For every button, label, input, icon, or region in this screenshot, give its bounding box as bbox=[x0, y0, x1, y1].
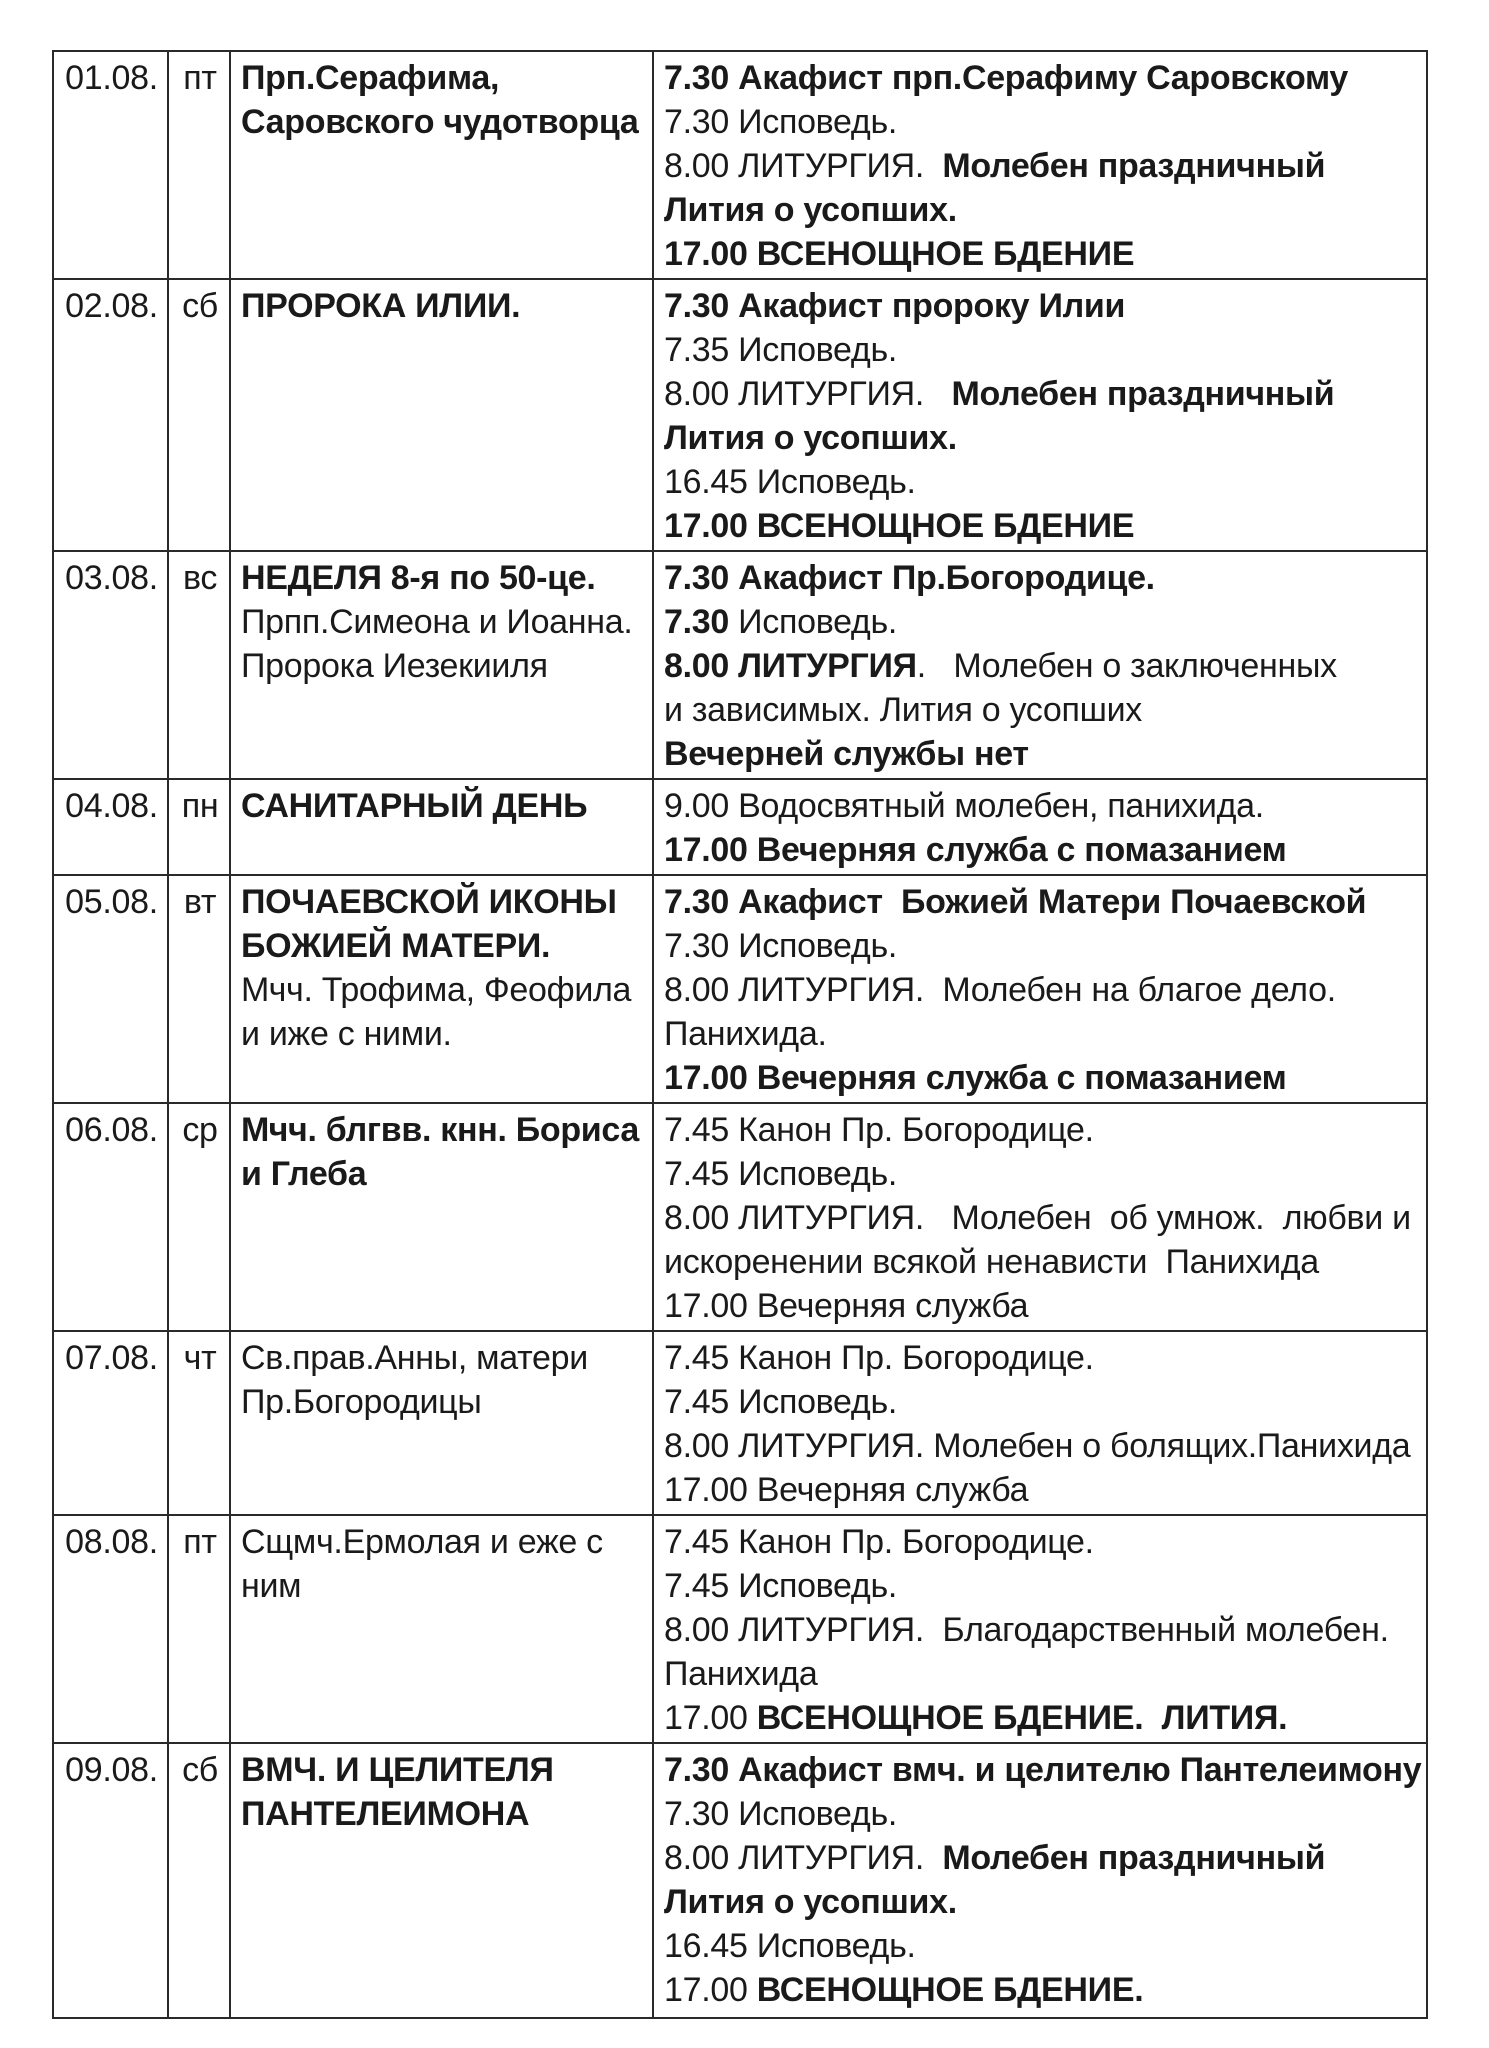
service-line bbox=[664, 56, 1418, 100]
weekday-cell: сб bbox=[168, 279, 230, 551]
service-text: и зависимых. Лития о усопших bbox=[664, 691, 1142, 729]
service-line bbox=[664, 1792, 1418, 1836]
service-line bbox=[664, 1924, 1418, 1968]
feast-cell bbox=[230, 51, 653, 279]
service-line bbox=[664, 880, 1418, 924]
service-line bbox=[664, 556, 1418, 600]
service-line bbox=[664, 1836, 1418, 1880]
service-line bbox=[664, 1520, 1418, 1564]
weekday-cell: пт bbox=[168, 1515, 230, 1743]
feast-line: Мчч. Трофима, Феофила bbox=[241, 971, 632, 1009]
date-cell: 05.08. bbox=[53, 875, 168, 1103]
schedule-row bbox=[53, 875, 1427, 1103]
services-cell bbox=[653, 1743, 1427, 2018]
services-cell bbox=[653, 1103, 1427, 1331]
service-text: искоренении всякой ненависти Панихида bbox=[664, 1243, 1319, 1281]
weekday-cell: пт bbox=[168, 51, 230, 279]
service-line bbox=[664, 1012, 1418, 1056]
service-line bbox=[664, 328, 1418, 372]
service-text: 7.45 Канон Пр. Богородице. bbox=[664, 1339, 1094, 1377]
service-line bbox=[664, 968, 1418, 1012]
feast-line: Св.прав.Анны, матери bbox=[241, 1339, 588, 1377]
feast-cell bbox=[230, 875, 653, 1103]
feast-cell bbox=[230, 1103, 653, 1331]
schedule-table bbox=[52, 50, 1428, 2019]
service-text: 7.30 bbox=[664, 603, 729, 641]
service-line bbox=[664, 1424, 1418, 1468]
service-text: Панихида. bbox=[664, 1015, 827, 1053]
feast-line: Саровского чудотворца bbox=[241, 103, 639, 141]
schedule-row bbox=[53, 279, 1427, 551]
service-text: Лития о усопших. bbox=[664, 419, 957, 457]
service-line bbox=[664, 1748, 1422, 1792]
service-text: Молебен праздничный bbox=[942, 147, 1326, 185]
service-line bbox=[664, 1196, 1418, 1240]
service-line bbox=[664, 1108, 1418, 1152]
weekday-cell: ср bbox=[168, 1103, 230, 1331]
weekday-cell: чт bbox=[168, 1331, 230, 1515]
service-line bbox=[664, 284, 1418, 328]
feast-line: БОЖИЕЙ МАТЕРИ. bbox=[241, 927, 551, 965]
feast-line: НЕДЕЛЯ 8-я по 50-це. bbox=[241, 559, 596, 597]
services-cell bbox=[653, 279, 1427, 551]
service-line bbox=[664, 688, 1418, 732]
schedule-row bbox=[53, 779, 1427, 875]
weekday-cell: вт bbox=[168, 875, 230, 1103]
service-text: 16.45 Исповедь. bbox=[664, 463, 916, 501]
services-cell bbox=[653, 875, 1427, 1103]
services-cell bbox=[653, 1515, 1427, 1743]
schedule-row bbox=[53, 1515, 1427, 1743]
service-line bbox=[664, 372, 1418, 416]
service-text: 9.00 Водосвятный молебен, панихида. bbox=[664, 787, 1264, 825]
feast-cell bbox=[230, 1331, 653, 1515]
feast-cell bbox=[230, 1515, 653, 1743]
service-text: 17.00 Вечерняя служба bbox=[664, 1471, 1029, 1509]
service-line bbox=[664, 784, 1418, 828]
service-line bbox=[664, 732, 1418, 776]
service-line bbox=[664, 100, 1418, 144]
feast-cell bbox=[230, 551, 653, 779]
feast-cell bbox=[230, 1743, 653, 2018]
feast-line: Сщмч.Ермолая и еже с bbox=[241, 1523, 603, 1561]
date-cell: 09.08. bbox=[53, 1743, 168, 2018]
service-text: 7.45 Канон Пр. Богородице. bbox=[664, 1523, 1094, 1561]
schedule-row bbox=[53, 1743, 1427, 2018]
feast-line: САНИТАРНЫЙ ДЕНЬ bbox=[241, 787, 588, 825]
service-text: ВСЕНОЩНОЕ БДЕНИЕ. bbox=[756, 1971, 1144, 2009]
service-text: 7.45 Исповедь. bbox=[664, 1155, 898, 1193]
schedule-sheet bbox=[52, 50, 1426, 2019]
weekday-cell: пн bbox=[168, 779, 230, 875]
service-text: 17.00 ВСЕНОЩНОЕ БДЕНИЕ bbox=[664, 235, 1135, 273]
service-text: 8.00 ЛИТУРГИЯ. Молебен на благое дело. bbox=[664, 971, 1336, 1009]
date-cell: 01.08. bbox=[53, 51, 168, 279]
service-line bbox=[664, 600, 1418, 644]
service-line bbox=[664, 1696, 1418, 1740]
service-text: 17.00 bbox=[664, 1699, 757, 1737]
feast-line: Прп.Серафима, bbox=[241, 59, 500, 97]
service-text: ВСЕНОЩНОЕ БДЕНИЕ. ЛИТИЯ. bbox=[756, 1699, 1288, 1737]
feast-line: и иже с ними. bbox=[241, 1015, 452, 1053]
service-line bbox=[664, 1056, 1418, 1100]
service-text: 17.00 ВСЕНОЩНОЕ БДЕНИЕ bbox=[664, 507, 1135, 545]
feast-cell bbox=[230, 779, 653, 875]
services-cell bbox=[653, 551, 1427, 779]
service-text: Панихида bbox=[664, 1655, 818, 1693]
service-text: 17.00 Вечерняя служба с помазанием bbox=[664, 831, 1287, 869]
weekday-cell: вс bbox=[168, 551, 230, 779]
service-text: . Молебен о заключенных bbox=[916, 647, 1337, 685]
service-line bbox=[664, 1652, 1418, 1696]
service-text: Молебен праздничный bbox=[942, 1839, 1326, 1877]
date-cell: 07.08. bbox=[53, 1331, 168, 1515]
service-line bbox=[664, 188, 1418, 232]
service-text: 17.00 Вечерняя служба bbox=[664, 1287, 1029, 1325]
feast-line: Прпп.Симеона и Иоанна. bbox=[241, 603, 633, 641]
service-line bbox=[664, 1336, 1418, 1380]
service-line bbox=[664, 1564, 1418, 1608]
service-text: Лития о усопших. bbox=[664, 191, 957, 229]
service-line bbox=[664, 1468, 1418, 1512]
feast-line: ним bbox=[241, 1567, 302, 1605]
schedule-row bbox=[53, 551, 1427, 779]
services-cell bbox=[653, 51, 1427, 279]
service-line bbox=[664, 232, 1418, 276]
schedule-row bbox=[53, 1103, 1427, 1331]
feast-line: и Глеба bbox=[241, 1155, 367, 1193]
date-cell: 03.08. bbox=[53, 551, 168, 779]
date-cell: 08.08. bbox=[53, 1515, 168, 1743]
service-line bbox=[664, 1880, 1418, 1924]
schedule-body bbox=[53, 51, 1427, 2018]
service-text: 8.00 ЛИТУРГИЯ. bbox=[664, 375, 952, 413]
service-text: 16.45 Исповедь. bbox=[664, 1927, 916, 1965]
service-text: Лития о усопших. bbox=[664, 1883, 957, 1921]
service-line bbox=[664, 1608, 1418, 1652]
feast-line: ПАНТЕЛЕИМОНА bbox=[241, 1795, 530, 1833]
service-line bbox=[664, 644, 1418, 688]
service-line bbox=[664, 416, 1418, 460]
service-line bbox=[664, 144, 1418, 188]
service-text: Исповедь. bbox=[728, 603, 898, 641]
service-text: Молебен праздничный bbox=[951, 375, 1335, 413]
service-text: 7.35 Исповедь. bbox=[664, 331, 898, 369]
service-text: 8.00 ЛИТУРГИЯ. bbox=[664, 147, 943, 185]
date-cell: 02.08. bbox=[53, 279, 168, 551]
service-text: 7.45 Канон Пр. Богородице. bbox=[664, 1111, 1094, 1149]
service-text: 7.30 Исповедь. bbox=[664, 927, 898, 965]
feast-cell bbox=[230, 279, 653, 551]
schedule-row bbox=[53, 1331, 1427, 1515]
service-line bbox=[664, 1968, 1418, 2012]
service-text: 7.30 Акафист Пр.Богородице. bbox=[664, 559, 1155, 597]
feast-line: ВМЧ. И ЦЕЛИТЕЛЯ bbox=[241, 1751, 554, 1789]
feast-line: ПОЧАЕВСКОЙ ИКОНЫ bbox=[241, 883, 617, 921]
service-line bbox=[664, 1380, 1418, 1424]
service-text: 8.00 ЛИТУРГИЯ. bbox=[664, 1839, 943, 1877]
service-text: 7.30 Акафист прп.Серафиму Саровскому bbox=[664, 59, 1348, 97]
services-cell bbox=[653, 779, 1427, 875]
services-cell bbox=[653, 1331, 1427, 1515]
schedule-row bbox=[53, 51, 1427, 279]
feast-line: Пр.Богородицы bbox=[241, 1383, 482, 1421]
service-text: 8.00 ЛИТУРГИЯ. Молебен об умнож. любви и bbox=[664, 1199, 1411, 1237]
service-line bbox=[664, 460, 1418, 504]
date-cell: 04.08. bbox=[53, 779, 168, 875]
date-cell: 06.08. bbox=[53, 1103, 168, 1331]
service-text: 8.00 ЛИТУРГИЯ. Благодарственный молебен. bbox=[664, 1611, 1389, 1649]
service-line bbox=[664, 1240, 1418, 1284]
service-text: 7.30 Исповедь. bbox=[664, 1795, 898, 1833]
service-line bbox=[664, 924, 1418, 968]
service-line bbox=[664, 504, 1418, 548]
service-text: 17.00 Вечерняя служба с помазанием bbox=[664, 1059, 1287, 1097]
service-text: 7.30 Акафист пророку Илии bbox=[664, 287, 1126, 325]
service-text: 8.00 ЛИТУРГИЯ. Молебен о болящих.Панихида bbox=[664, 1427, 1411, 1465]
feast-line: Пророка Иезекииля bbox=[241, 647, 548, 685]
feast-line: ПРОРОКА ИЛИИ. bbox=[241, 287, 521, 325]
service-text: 7.45 Исповедь. bbox=[664, 1567, 898, 1605]
service-text: 17.00 bbox=[664, 1971, 757, 2009]
service-text: 7.30 Исповедь. bbox=[664, 103, 898, 141]
service-line bbox=[664, 1284, 1418, 1328]
service-line bbox=[664, 828, 1418, 872]
feast-line: Мчч. блгвв. кнн. Бориса bbox=[241, 1111, 640, 1149]
service-text: 8.00 ЛИТУРГИЯ bbox=[664, 647, 917, 685]
service-text: 7.45 Исповедь. bbox=[664, 1383, 898, 1421]
weekday-cell: сб bbox=[168, 1743, 230, 2018]
service-text: Вечерней службы нет bbox=[664, 735, 1029, 773]
service-line bbox=[664, 1152, 1418, 1196]
service-text: 7.30 Акафист Божией Матери Почаевской bbox=[664, 883, 1367, 921]
service-text: 7.30 Акафист вмч. и целителю Пантелеимону bbox=[664, 1751, 1422, 1789]
